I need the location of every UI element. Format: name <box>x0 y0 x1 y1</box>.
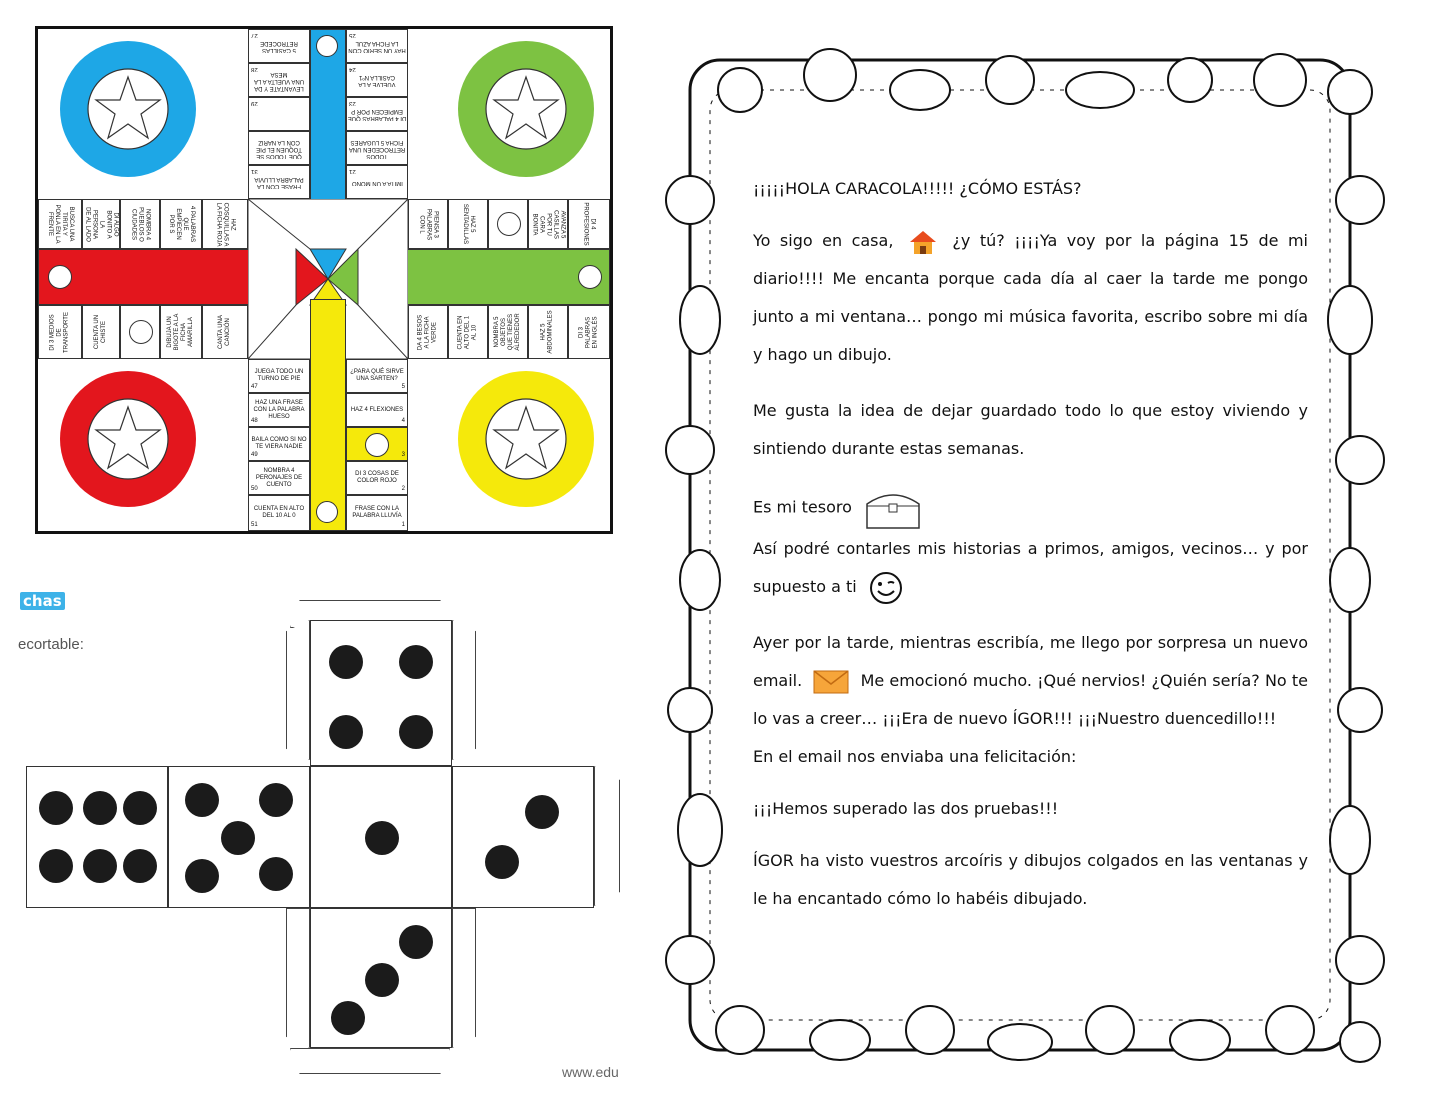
paragraph: Me gusta la idea de dejar guardado todo lo que estoy viviendo y sintiendo durante estas semanas. <box>753 401 1308 458</box>
board-square: BAILA COMO SI NO TE VIERA NADIE <box>251 437 307 450</box>
board-square: NOMBRA 4 PERONAJES DE CUENTO <box>255 467 303 488</box>
board-square: HAZ COSQUILLAS A LA FICHA ROJA <box>215 202 236 247</box>
board-square: HAZ 4 FLEXIONES <box>350 406 404 413</box>
board-square: HAY UN SERIO CON LA FICHA AZUL <box>348 40 406 53</box>
die-face-one <box>310 766 452 908</box>
board-square: QUE TODOS SE TOQUEN EL PIE CON LA NARIZ <box>256 138 302 159</box>
board-square: TODOS RETROCEDEN UNA FICHA 5 LUGARES <box>348 138 406 159</box>
board-square: DI 3 MEDIOS DE TRANSPORTE <box>49 311 70 353</box>
board-square: HAZ 5 SENTADILLAS <box>462 203 475 245</box>
board-square: DA 4 BESOS A LA FICHA VERDE <box>417 314 438 350</box>
greeting: ¡¡¡¡¡HOLA CARACOLA!!!!! ¿CÓMO ESTÁS? <box>753 179 1082 198</box>
die-face-three <box>310 908 452 1048</box>
yellow-home <box>456 369 596 509</box>
board-square: LEVÁNTATE Y DA UNA VUELTA A LA MESA <box>253 70 305 91</box>
parchis-board: 5 CASILLAS RETROCEDE 27 LEVÁNTATE Y DA UNA VUELTA A LA MESA 28 29 QUE TODOS SE TOQUEN EL PIE CON LA NARIZ FRASE CON LA PALABRA LLUVIA 31 HAY UN SERIO CON LA FICHA AZUL 25 VUELVE A LA CASILLA Nº1 24 DI 4 PALABRAS QUE EMPIECEN POR P 23 TODOS RETROCEDEN UNA FICHA 5 LUGARES IMITA A UN MONO 21 BUSCA UNA TIRITA Y PONLA EN LA FRENTE DI ALGO BONITO A LA PERSONA DE AL LADO NOMBRA 4 PUEBLOS O CIUDADES 4 PALABRAS QUE EMPIECEN POR S HAZ COSQUILLAS A LA FICHA ROJA DI 3 MEDIOS DE TRANSPORTE CUENTA UN CHISTE DIBUJA UN BIGOTE A LA FICHA AMARILLA CANTA UNA CANCIÓN PIENSA 3 PALABRAS CON L HAZ 5 SENTADILLAS AVANZA 5 CASILLAS POR TU CARA BONITA DI 4 PROFESIONES DA 4 BESOS A LA FICHA VERDE CUENTA EN ALTO DEL 1 AL 10 NOMBRA 5 OBJETOS QUE TIENES ALREDEDOR HAZ 5 ABDOMINALES DI 3 PALABRAS EN INGLÉS JUEGA TODO UN TURNO DE PIE 47 HAZ UNA FRASE CON LA PALABRA HUESO 48 BAILA COMO SI NO TE VIERA NADIE 49 NOMBRA 4 PERONAJES DE CUENTO 50 CUENTA EN ALTO DEL 10 AL 0 51 ¿PARA QUÉ SIRVE UNA SARTEN? 5 HAZ 4 FLEXIONES 4 3 DI 3 COSAS DE COLOR ROJO 2 FRASE CON LA PALABRA LLUVÍA 1 <box>35 26 613 534</box>
board-square: JUEGA TODO UN TURNO DE PIE <box>254 369 304 382</box>
board-square: CUENTA EN ALTO DEL 10 AL 0 <box>253 506 305 519</box>
smiley-icon <box>868 570 904 606</box>
yellow-path <box>310 299 346 531</box>
board-square: PIENSA 3 PALABRAS CON L <box>418 208 439 240</box>
die-face-two <box>452 766 594 908</box>
treasure-chest-icon <box>863 486 923 530</box>
board-square: VUELVE A LA CASILLA Nº1 <box>358 74 396 87</box>
die-face-five <box>168 766 310 908</box>
red-home <box>58 369 198 509</box>
board-square: FRASE CON LA PALABRA LLUVÍA <box>352 506 402 519</box>
die-face-four <box>310 620 452 766</box>
die-face-six <box>26 766 168 908</box>
board-square: DI 4 PALABRAS QUE EMPIECEN POR P <box>347 108 407 121</box>
footer-url: www.edu <box>562 1064 619 1080</box>
board-square: HAZ UNA FRASE CON LA PALABRA HUESO <box>253 399 305 420</box>
board-square: DI 3 PALABRAS EN INGLÉS <box>578 316 599 349</box>
board-square: DI 4 PROFESIONES <box>583 202 596 246</box>
board-square: CUENTA EN ALTO DEL 1 AL 10 <box>457 315 478 349</box>
board-square: 4 PALABRAS QUE EMPIECEN POR S <box>168 205 195 243</box>
letter-text: ¡¡¡¡¡HOLA CARACOLA!!!!! ¿CÓMO ESTÁS? Yo sigo en casa, ¿y tú? ¡¡¡¡Ya voy por la página 15 de mi diario!!!! Me encanta porque cada día al caer la tarde me pongo junto a mi ventana… pongo mi música favorita, escribo sobre mi día y hago un dibujo. Me gusta la idea de dejar guardado todo lo que estoy viviendo y sintiendo durante estas semanas. Es mi tesoro Así podré contarles mis historias a primos, amigos, vecinos… y por supuesto a ti Ayer por la tarde, mientras escribía, me llego por sorpresa un nuevo email. Me emocionó mucho. ¡Qué nervios! ¿Quién sería? No te lo vas a creer… ¡¡¡Era de nuevo ÍGOR!!! ¡¡¡Nuestro duencedillo!!! En el email nos enviaba una felicitación: ¡¡¡Hemos superado las dos pruebas!!! ÍGOR ha visto vuestros arcoíris y dibujos colgados en las ventanas y le ha encantado cómo lo habéis dibujado. <box>753 170 1308 936</box>
board-square: HAZ 5 ABDOMINALES <box>541 310 554 354</box>
board-square: BUSCA UNA TIRITA Y PONLA EN LA FRENTE <box>47 204 74 244</box>
green-home <box>456 39 596 179</box>
board-square: IMITA A UN MONO <box>351 179 403 186</box>
board-square: CUENTA UN CHISTE <box>94 314 107 350</box>
board-square: DI 3 COSAS DE COLOR ROJO <box>355 471 399 484</box>
safe-circle <box>578 265 602 289</box>
board-square: DIBUJA UN BIGOTE A LA FICHA AMARILLA <box>167 313 194 351</box>
blue-home <box>58 39 198 179</box>
paragraph: ¡¡¡Hemos superado las dos pruebas!!! <box>753 799 1059 818</box>
board-square: NOMBRA 4 PUEBLOS O CIUDADES <box>130 206 151 242</box>
caption: ecortable: <box>18 636 84 653</box>
dice-net <box>0 590 640 1090</box>
board-square: AVANZA 5 CASILLAS POR TU CARA BONITA <box>531 209 566 239</box>
house-icon <box>909 229 937 255</box>
letter-page <box>650 20 1400 1095</box>
paragraph: En el email nos enviaba una felicitación: <box>753 747 1077 766</box>
board-square: 5 CASILLAS RETROCEDE <box>260 40 298 53</box>
board-square: FRASE CON LA PALABRA LLUVIA <box>254 176 304 189</box>
safe-circle <box>316 501 338 523</box>
envelope-icon <box>813 670 849 694</box>
safe-circle <box>316 35 338 57</box>
logo: chas <box>20 592 65 610</box>
board-square: CANTA UNA CANCIÓN <box>218 315 231 349</box>
paragraph: ÍGOR ha visto vuestros arcoíris y dibujos colgados en las ventanas y le ha encantado cómo lo habéis dibujado. <box>753 851 1308 908</box>
board-square: NOMBRA 5 OBJETOS QUE TIENES ALREDEDOR <box>494 313 521 351</box>
board-square: ¿PARA QUÉ SIRVE UNA SARTEN? <box>350 369 404 382</box>
safe-circle <box>48 265 72 289</box>
board-square: DI ALGO BONITO A LA PERSONA DE AL LADO <box>84 206 119 242</box>
